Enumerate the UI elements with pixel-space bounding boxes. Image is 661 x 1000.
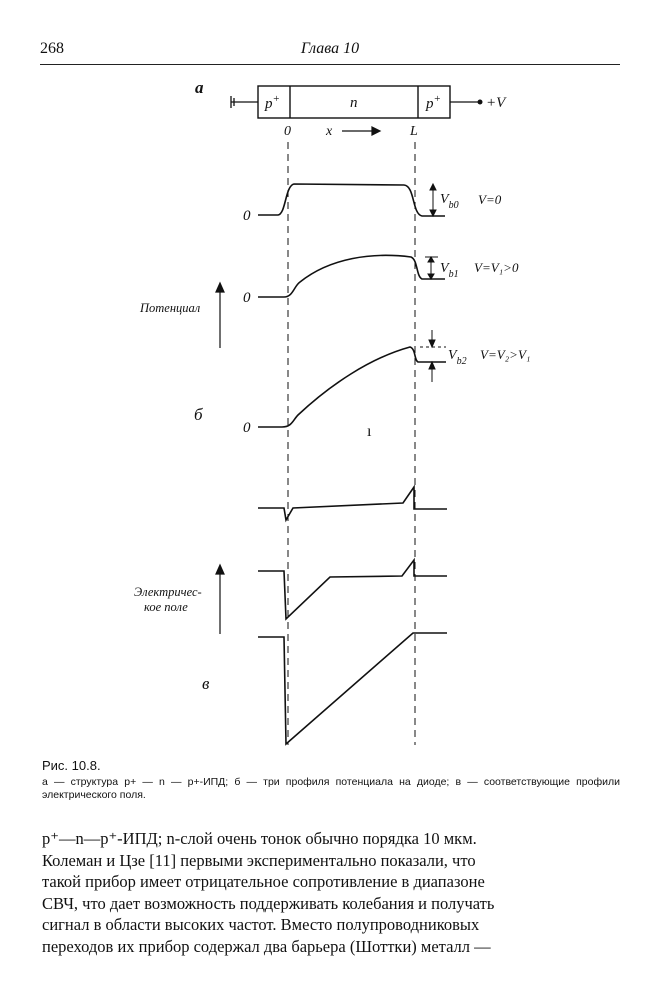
zero-label-3: 0 bbox=[243, 420, 251, 436]
figure-10-8 bbox=[0, 68, 661, 758]
body-line: p⁺—n—p⁺-ИПД; n-слой очень тонок обычно порядка 10 мкм. bbox=[42, 829, 477, 848]
x-direction-arrow bbox=[342, 127, 380, 135]
page-header bbox=[40, 40, 620, 62]
body-line: сигнал в области высоких частот. Вместо полупроводниковых bbox=[42, 915, 480, 934]
field-axis-label-line1: Электричес- bbox=[134, 585, 202, 599]
bias-label: +V bbox=[486, 95, 506, 111]
panel-a-label: а bbox=[195, 78, 204, 97]
body-line: переходов их прибор содержал два барьера (Шоттки) металл — bbox=[42, 936, 491, 956]
header-rule bbox=[40, 64, 620, 65]
vb2-label: $V_{b2}$ bbox=[448, 348, 467, 367]
potential-axis-label: Потенциал bbox=[140, 301, 201, 315]
potential-axis-arrow bbox=[216, 283, 224, 348]
vb1-dimension bbox=[425, 257, 438, 279]
chapter-title: Глава 10 bbox=[300, 40, 360, 57]
field-profile-v2 bbox=[258, 633, 447, 744]
condition-v2: V=V₂>V₁ bbox=[480, 347, 531, 362]
body-line: Колеман и Цзе [11] первыми экспериментально показали, что bbox=[42, 850, 476, 870]
region-n: n bbox=[350, 95, 358, 111]
figure-caption-text: а — структура p+ — n — p+-ИПД; б — три профиля потенциала на диоде; в — соответствующие профили электрического поля. bbox=[42, 776, 620, 801]
field-profile-v1 bbox=[258, 560, 447, 619]
field-axis-label-line2: кое поле bbox=[144, 600, 188, 614]
body-line: СВЧ, что дает возможность поддерживать колебания и получать bbox=[42, 893, 495, 913]
stray-mark: ı bbox=[367, 423, 372, 440]
region-p-left: p+ bbox=[265, 93, 280, 112]
zero-label-1: 0 bbox=[243, 208, 251, 224]
vb0-label: $V_{b0}$ bbox=[440, 192, 459, 211]
potential-profile-v0 bbox=[258, 184, 445, 216]
bias-lead bbox=[450, 100, 483, 105]
body-paragraph bbox=[42, 828, 620, 957]
position-zero-label: 0 bbox=[284, 124, 291, 139]
vb1-label: $V_{b1}$ bbox=[440, 261, 459, 280]
body-line: такой прибор имеет отрицательное сопротивление в диапазоне bbox=[42, 872, 485, 891]
dashed-guide-lines bbox=[288, 142, 415, 745]
region-p-right: p+ bbox=[426, 93, 441, 112]
figure-caption-title: Рис. 10.8. bbox=[42, 758, 101, 773]
vb0-dimension bbox=[430, 184, 436, 216]
vb2-dimension bbox=[420, 330, 446, 382]
condition-v1: V=V₁>0 bbox=[474, 260, 519, 275]
zero-label-2: 0 bbox=[243, 290, 251, 306]
panel-c-label: в bbox=[202, 674, 210, 693]
position-x-label: x bbox=[326, 124, 333, 139]
condition-v0: V=0 bbox=[478, 192, 502, 207]
field-profile-v0 bbox=[258, 487, 447, 520]
field-axis-arrow bbox=[216, 565, 224, 634]
panel-b-label: б bbox=[194, 405, 203, 424]
position-L-label: L bbox=[410, 124, 418, 139]
page-number: 268 bbox=[40, 40, 64, 57]
potential-profile-v1 bbox=[258, 255, 445, 297]
ground-symbol bbox=[231, 96, 258, 108]
potential-profile-v2 bbox=[258, 347, 446, 427]
